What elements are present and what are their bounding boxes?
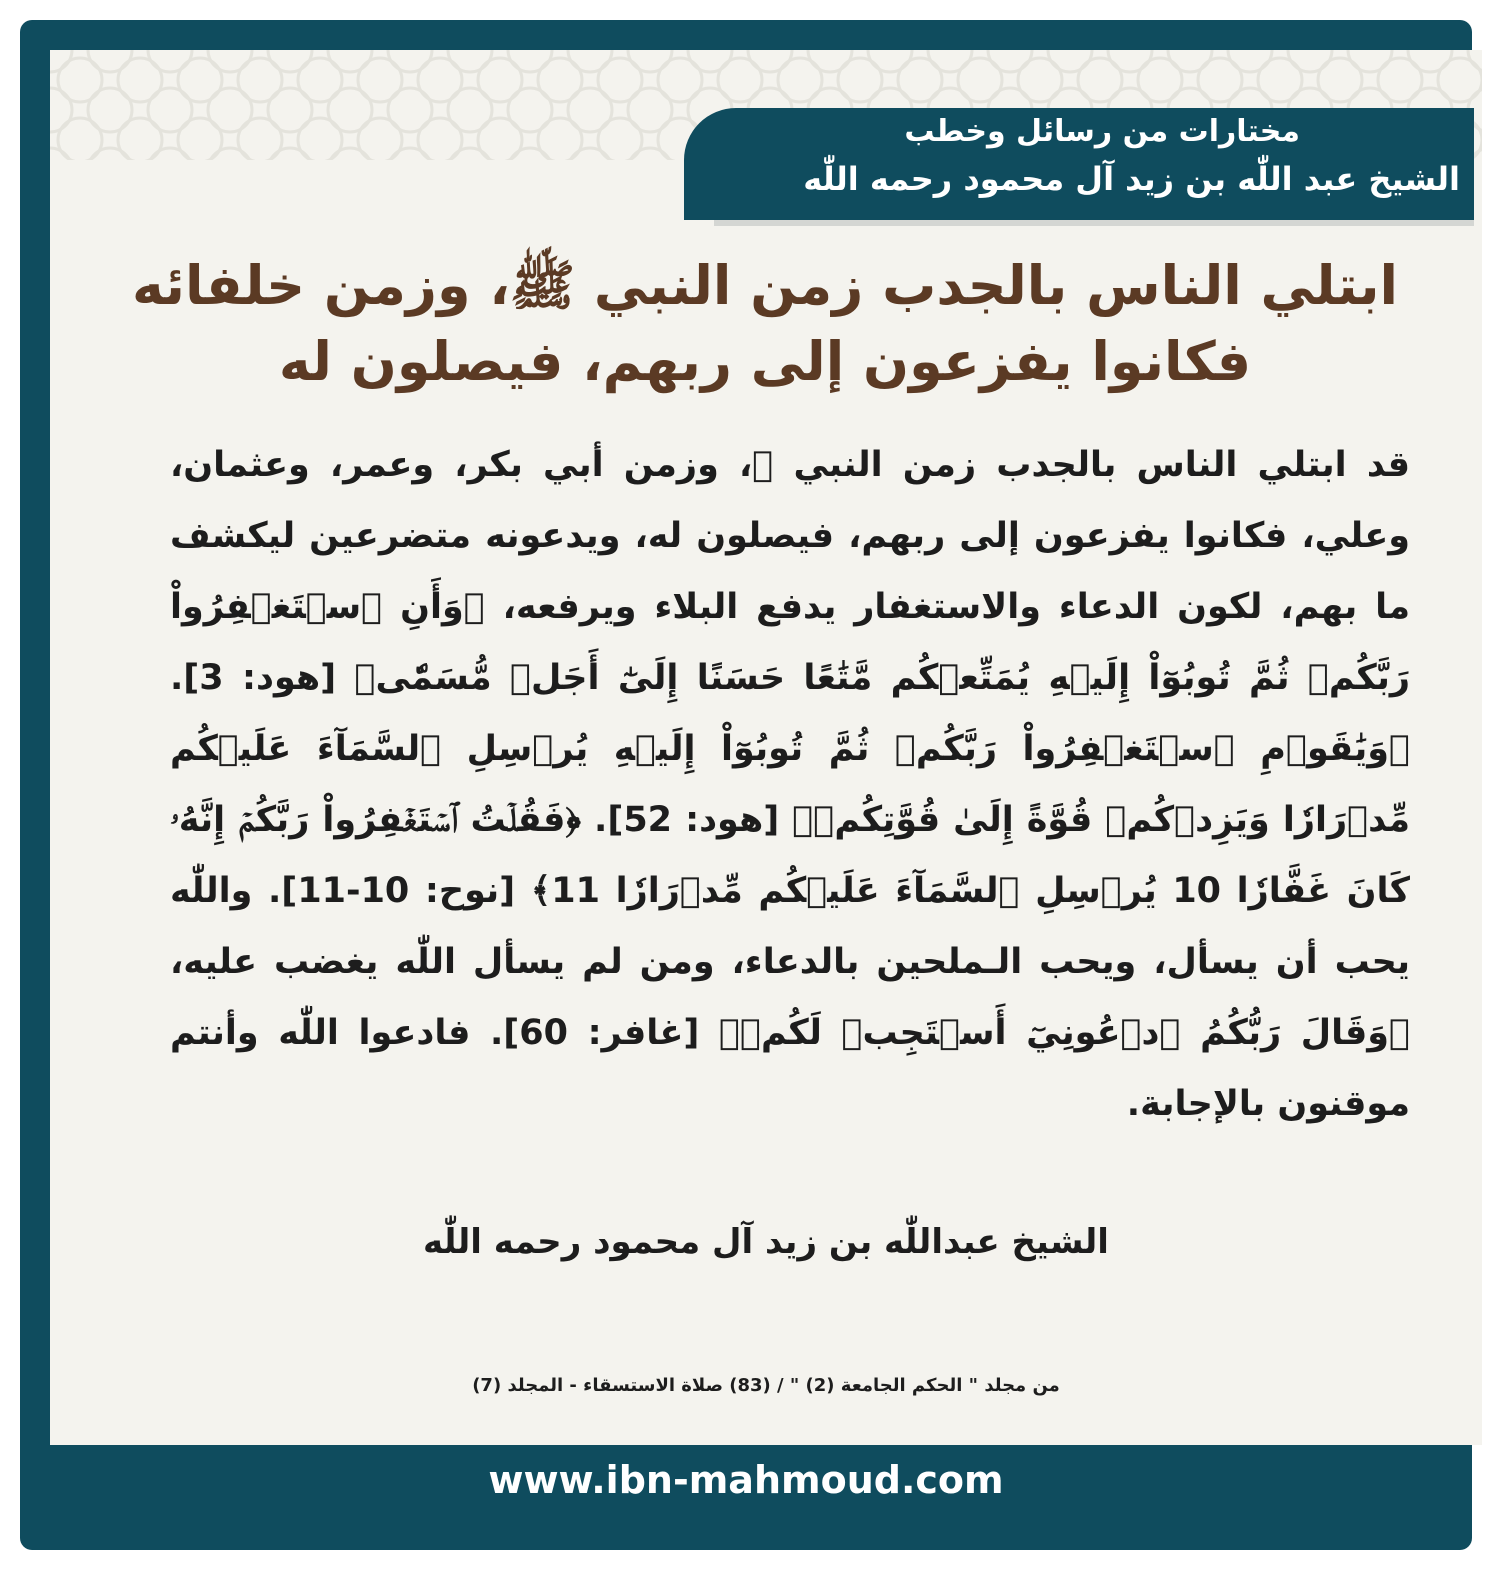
article-body: قد ابتلي الناس بالجدب زمن النبي ﷺ، وزمن أبي بكر، وعمر، وعثمان، وعلي، فكانوا يفزعون إلى ربهم، فيصلون له، ويدعونه متضرعين ليكشف ما بهم، لكون الدعاء والاستغفار يدفع البلاء ويرفعه، ﴿وَأَنِ ٱسۡتَغۡفِرُواْ رَبَّكُمۡ ثُمَّ تُوبُوٓاْ إِلَيۡهِ يُمَتِّعۡكُم مَّتَٰعًا حَسَنًا إِلَىٰٓ أَجَلٖ مُّسَمّٗى﴾ [هود: 3]. ﴿وَيَٰقَوۡمِ ٱسۡتَغۡفِرُواْ رَبَّكُمۡ ثُمَّ تُوبُوٓاْ إِلَيۡهِ يُرۡسِلِ ٱلسَّمَآءَ عَلَيۡكُم مِّدۡرَارٗا وَيَزِدۡكُمۡ قُوَّةً إِلَىٰ قُوَّتِكُمۡ﴾ [هود: 52]. ﴿فَقُلۡتُ ٱسۡتَغۡفِرُواْ رَبَّكُمۡ إِنَّهُۥ كَانَ غَفَّارٗا 10 يُرۡسِلِ ٱلسَّمَآءَ عَلَيۡكُم مِّدۡرَارٗا 11﴾ [نوح: 10-11]. واللّٰه يحب أن يسأل، ويحب الـملحين بالدعاء، ومن لم يسأل اللّٰه يغضب عليه، ﴿وَقَالَ رَبُّكُمُ ٱدۡعُونِيٓ أَسۡتَجِبۡ لَكُمۡ﴾ [غافر: 60]. فادعوا اللّٰه وأنتم موقنون بالإجابة. xyxy=(170,445,1411,1124)
header-banner xyxy=(684,108,1474,220)
header-series-title: مختارات من رسائل وخطب xyxy=(904,114,1300,149)
outer-frame xyxy=(20,20,1472,1550)
header-author: الشيخ عبد اللّٰه بن زيد آل محمود رحمه اللّٰه xyxy=(803,160,1460,198)
article-title: ابتلي الناس بالجدب زمن النبي ﷺ، وزمن خلفائه فكانوا يفزعون إلى ربهم، فيصلون له xyxy=(131,254,1399,393)
author-signature: الشيخ عبداللّٰه بن زيد آل محمود رحمه اللّٰه xyxy=(423,1222,1109,1262)
content-card xyxy=(50,50,1482,1445)
website-link[interactable]: www.ibn-mahmoud.com xyxy=(488,1458,1004,1502)
source-citation: من مجلد " الحكم الجامعة (2) " / (83) صلاة الاستسقاء - المجلد (7) xyxy=(472,1375,1060,1396)
